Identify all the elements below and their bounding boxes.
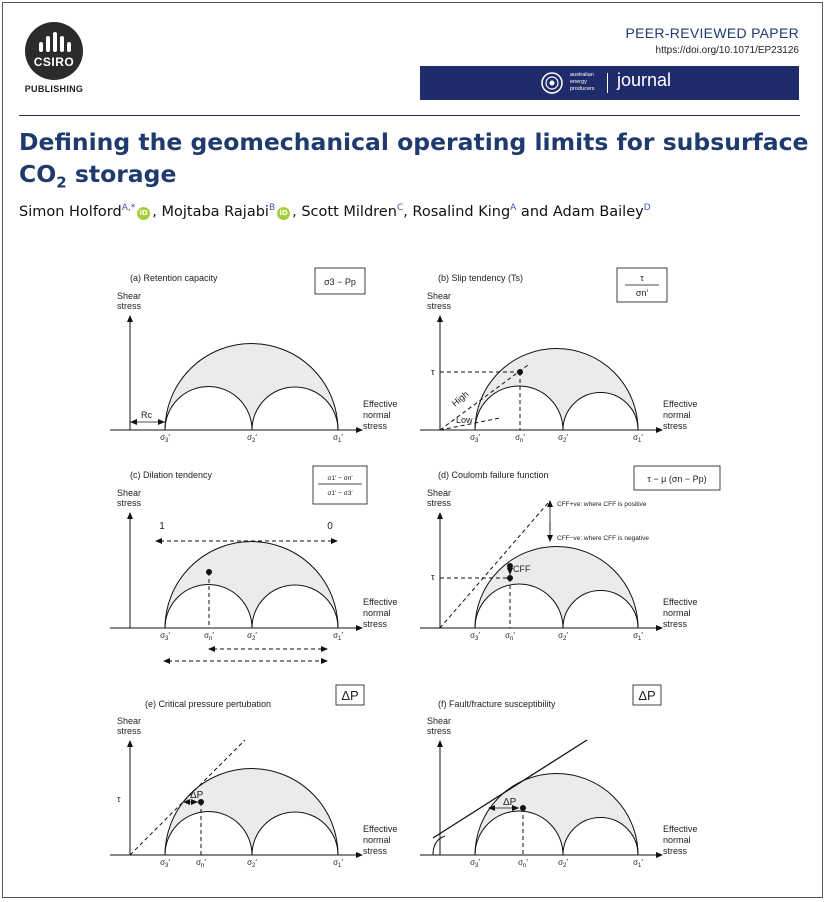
panel-c-formula-numerator: σ1′ − σn′ [327, 475, 353, 482]
shear-axis-label: stress [117, 498, 142, 508]
panel-e-formula: ΔP [341, 688, 359, 703]
panel-c [110, 466, 397, 664]
shear-axis-arrow [127, 315, 133, 322]
normal-axis-label: stress [363, 421, 388, 431]
sigma-n-tick-label: $\sigma_n'$ [515, 433, 525, 444]
sigma3-tick-label: $\sigma_3'$ [470, 858, 480, 869]
panel-d-formula: τ − μ (σn − Pp) [647, 474, 707, 484]
range-arrow-head [208, 646, 215, 652]
low-label: Low [456, 415, 473, 425]
panel-c-title: (c) Dilation tendency [130, 470, 213, 480]
shear-axis-label: Shear [427, 291, 452, 301]
normal-axis-arrow [356, 625, 363, 631]
rc-label: Rc [141, 410, 152, 420]
shear-axis-arrow [127, 740, 133, 747]
sigma3-tick-label: $\sigma_3'$ [160, 858, 170, 869]
shear-axis-arrow [127, 512, 133, 519]
sigma3-tick-label: $\sigma_3'$ [470, 433, 480, 444]
sigma-n-tick-label: $\sigma_n'$ [505, 631, 515, 642]
shear-axis-label: stress [427, 726, 452, 736]
tau-label: τ [431, 572, 435, 582]
normal-axis-arrow [656, 427, 663, 433]
author-affiliation[interactable]: B [268, 203, 276, 213]
author-affiliation[interactable]: D [643, 203, 651, 213]
sigma2-tick-label: $\sigma_2'$ [247, 631, 257, 642]
title-main: Defining the geomechanical operating limits for subsurface CO [19, 128, 809, 188]
high-label: High [449, 388, 471, 409]
shear-axis-arrow [437, 512, 443, 519]
stress-point [507, 575, 513, 581]
sigma-n-tick-label: $\sigma_n'$ [196, 858, 206, 869]
sigma3-tick-label: $\sigma_3'$ [160, 433, 170, 444]
panel-e-title: (e) Critical pressure pertubation [145, 699, 272, 709]
sigma1-tick-label: $\sigma_1'$ [633, 433, 643, 444]
author-name[interactable]: Rosalind King [412, 203, 511, 220]
csiro-logo-text: CSIRO [33, 55, 75, 69]
sigma1-tick-label: $\sigma_1'$ [633, 858, 643, 869]
sigma2-tick-label: $\sigma_2'$ [247, 858, 257, 869]
panel-d-title: (d) Coulomb failure function [438, 470, 549, 480]
shear-axis-label: stress [117, 301, 142, 311]
author-affiliation[interactable]: A [510, 203, 517, 213]
tau-label: τ [117, 794, 121, 804]
panel-c-formula-denominator: σ1′ − σ3′ [327, 490, 353, 497]
shear-axis-label: Shear [427, 488, 452, 498]
author-name[interactable]: Mojtaba Rajabi [161, 203, 269, 220]
panel-f [420, 685, 697, 869]
normal-axis-label: Effective [663, 597, 698, 607]
author-name[interactable]: Scott Mildren [301, 203, 397, 220]
shear-axis-label: stress [427, 498, 452, 508]
mohr-shaded-region [165, 344, 338, 430]
shear-axis-label: Shear [427, 716, 452, 726]
shear-axis-arrow [437, 315, 443, 322]
normal-axis-arrow [656, 625, 663, 631]
sigma2-tick-label: $\sigma_2'$ [558, 858, 568, 869]
shear-axis-label: Shear [117, 488, 142, 498]
normal-axis-label: Effective [663, 399, 698, 409]
rc-arrow-head [130, 419, 137, 425]
dilation-left-value: 1 [159, 521, 165, 532]
mohr-shaded-region [165, 769, 338, 855]
dp-label: ΔP [503, 797, 517, 808]
normal-axis-label: normal [363, 410, 391, 420]
author-name[interactable]: Adam Bailey [552, 203, 644, 220]
normal-axis-label: normal [363, 608, 391, 618]
shear-axis-arrow [437, 740, 443, 747]
range-arrow-head [163, 658, 170, 664]
sigma1-tick-label: $\sigma_1'$ [633, 631, 643, 642]
cff-negative-note: CFF−ve: where CFF is negative [557, 535, 649, 542]
journal-label: journal [617, 70, 672, 90]
sigma2-tick-label: $\sigma_2'$ [558, 433, 568, 444]
shear-axis-label: Shear [117, 291, 142, 301]
sigma3-tick-label: $\sigma_3'$ [470, 631, 480, 642]
panel-d [420, 466, 720, 642]
dilation-range-arrow-head [155, 538, 162, 544]
normal-axis-arrow [656, 852, 663, 858]
normal-axis-label: Effective [363, 399, 398, 409]
publisher-label: PUBLISHING [24, 84, 84, 94]
paper-type-label: PEER-REVIEWED PAPER [625, 25, 799, 41]
range-arrow-head [321, 658, 328, 664]
normal-axis-label: stress [663, 619, 688, 629]
dilation-range-arrow-head [331, 538, 338, 544]
normal-axis-label: normal [663, 410, 691, 420]
normal-axis-label: stress [663, 421, 688, 431]
panel-e [110, 685, 397, 869]
author-separator: and [516, 203, 553, 220]
dilation-right-value: 0 [327, 521, 333, 532]
sigma3-tick-label: $\sigma_3'$ [160, 631, 170, 642]
author-separator: , [292, 203, 302, 220]
journal-org-label: australian energy producers [570, 72, 595, 92]
panel-b-formula-denominator: σn′ [635, 288, 649, 298]
normal-axis-label: Effective [363, 597, 398, 607]
normal-axis-label: normal [363, 835, 391, 845]
author-affiliation[interactable]: A,* [121, 203, 136, 213]
panel-f-formula: ΔP [638, 688, 656, 703]
normal-axis-arrow [356, 427, 363, 433]
sigma-n-tick-label: $\sigma_n'$ [518, 858, 528, 869]
panel-f-title: (f) Fault/fracture susceptibility [438, 699, 556, 709]
normal-axis-label: stress [363, 619, 388, 629]
normal-axis-label: normal [663, 835, 691, 845]
normal-axis-label: stress [663, 846, 688, 856]
normal-axis-arrow [356, 852, 363, 858]
shear-axis-label: stress [117, 726, 142, 736]
shear-axis-label: Shear [117, 716, 142, 726]
cff-label: CFF [513, 564, 531, 574]
normal-axis-label: Effective [663, 824, 698, 834]
panel-b [420, 268, 697, 444]
sigma1-tick-label: $\sigma_1'$ [333, 433, 343, 444]
orcid-icon[interactable]: iD [137, 207, 150, 220]
panel-b-formula-numerator: τ [640, 273, 644, 283]
tau-label: τ [431, 367, 435, 377]
sigma-n-tick-label: $\sigma_n'$ [204, 631, 214, 642]
rc-arrow-head [158, 419, 165, 425]
orcid-icon[interactable]: iD [277, 207, 290, 220]
panel-a-title: (a) Retention capacity [130, 273, 218, 283]
cff-positive-note: CFF+ve: where CFF is positive [557, 501, 647, 508]
sigma2-tick-label: $\sigma_2'$ [558, 631, 568, 642]
sigma2-tick-label: $\sigma_2'$ [247, 433, 257, 444]
title-subscript: 2 [56, 173, 67, 192]
author-affiliation[interactable]: C [396, 203, 404, 213]
normal-axis-label: stress [363, 846, 388, 856]
dp-label: ΔP [190, 790, 204, 801]
panel-a-formula: σ3 − Pp [324, 277, 356, 287]
panel-b-title: (b) Slip tendency (Ts) [438, 273, 524, 283]
normal-axis-label: Effective [363, 824, 398, 834]
envelope-curve [433, 836, 445, 855]
range-arrow-head [321, 646, 328, 652]
sigma1-tick-label: $\sigma_1'$ [333, 858, 343, 869]
panel-c-formula-box [313, 466, 367, 504]
mohr-shaded-region [475, 773, 638, 855]
doi-link[interactable]: https://doi.org/10.1071/EP23126 [655, 45, 799, 56]
author-separator: , [403, 203, 413, 220]
author-name[interactable]: Simon Holford [19, 203, 122, 220]
title-tail: storage [66, 160, 177, 188]
panel-a [110, 268, 397, 444]
shear-axis-label: stress [427, 301, 452, 311]
mohr-shaded-region [165, 542, 338, 628]
cff-negative-arrow-head [547, 535, 553, 542]
author-separator: , [152, 203, 162, 220]
normal-axis-label: normal [663, 608, 691, 618]
sigma1-tick-label: $\sigma_1'$ [333, 631, 343, 642]
mohr-shaded-region [475, 349, 638, 431]
